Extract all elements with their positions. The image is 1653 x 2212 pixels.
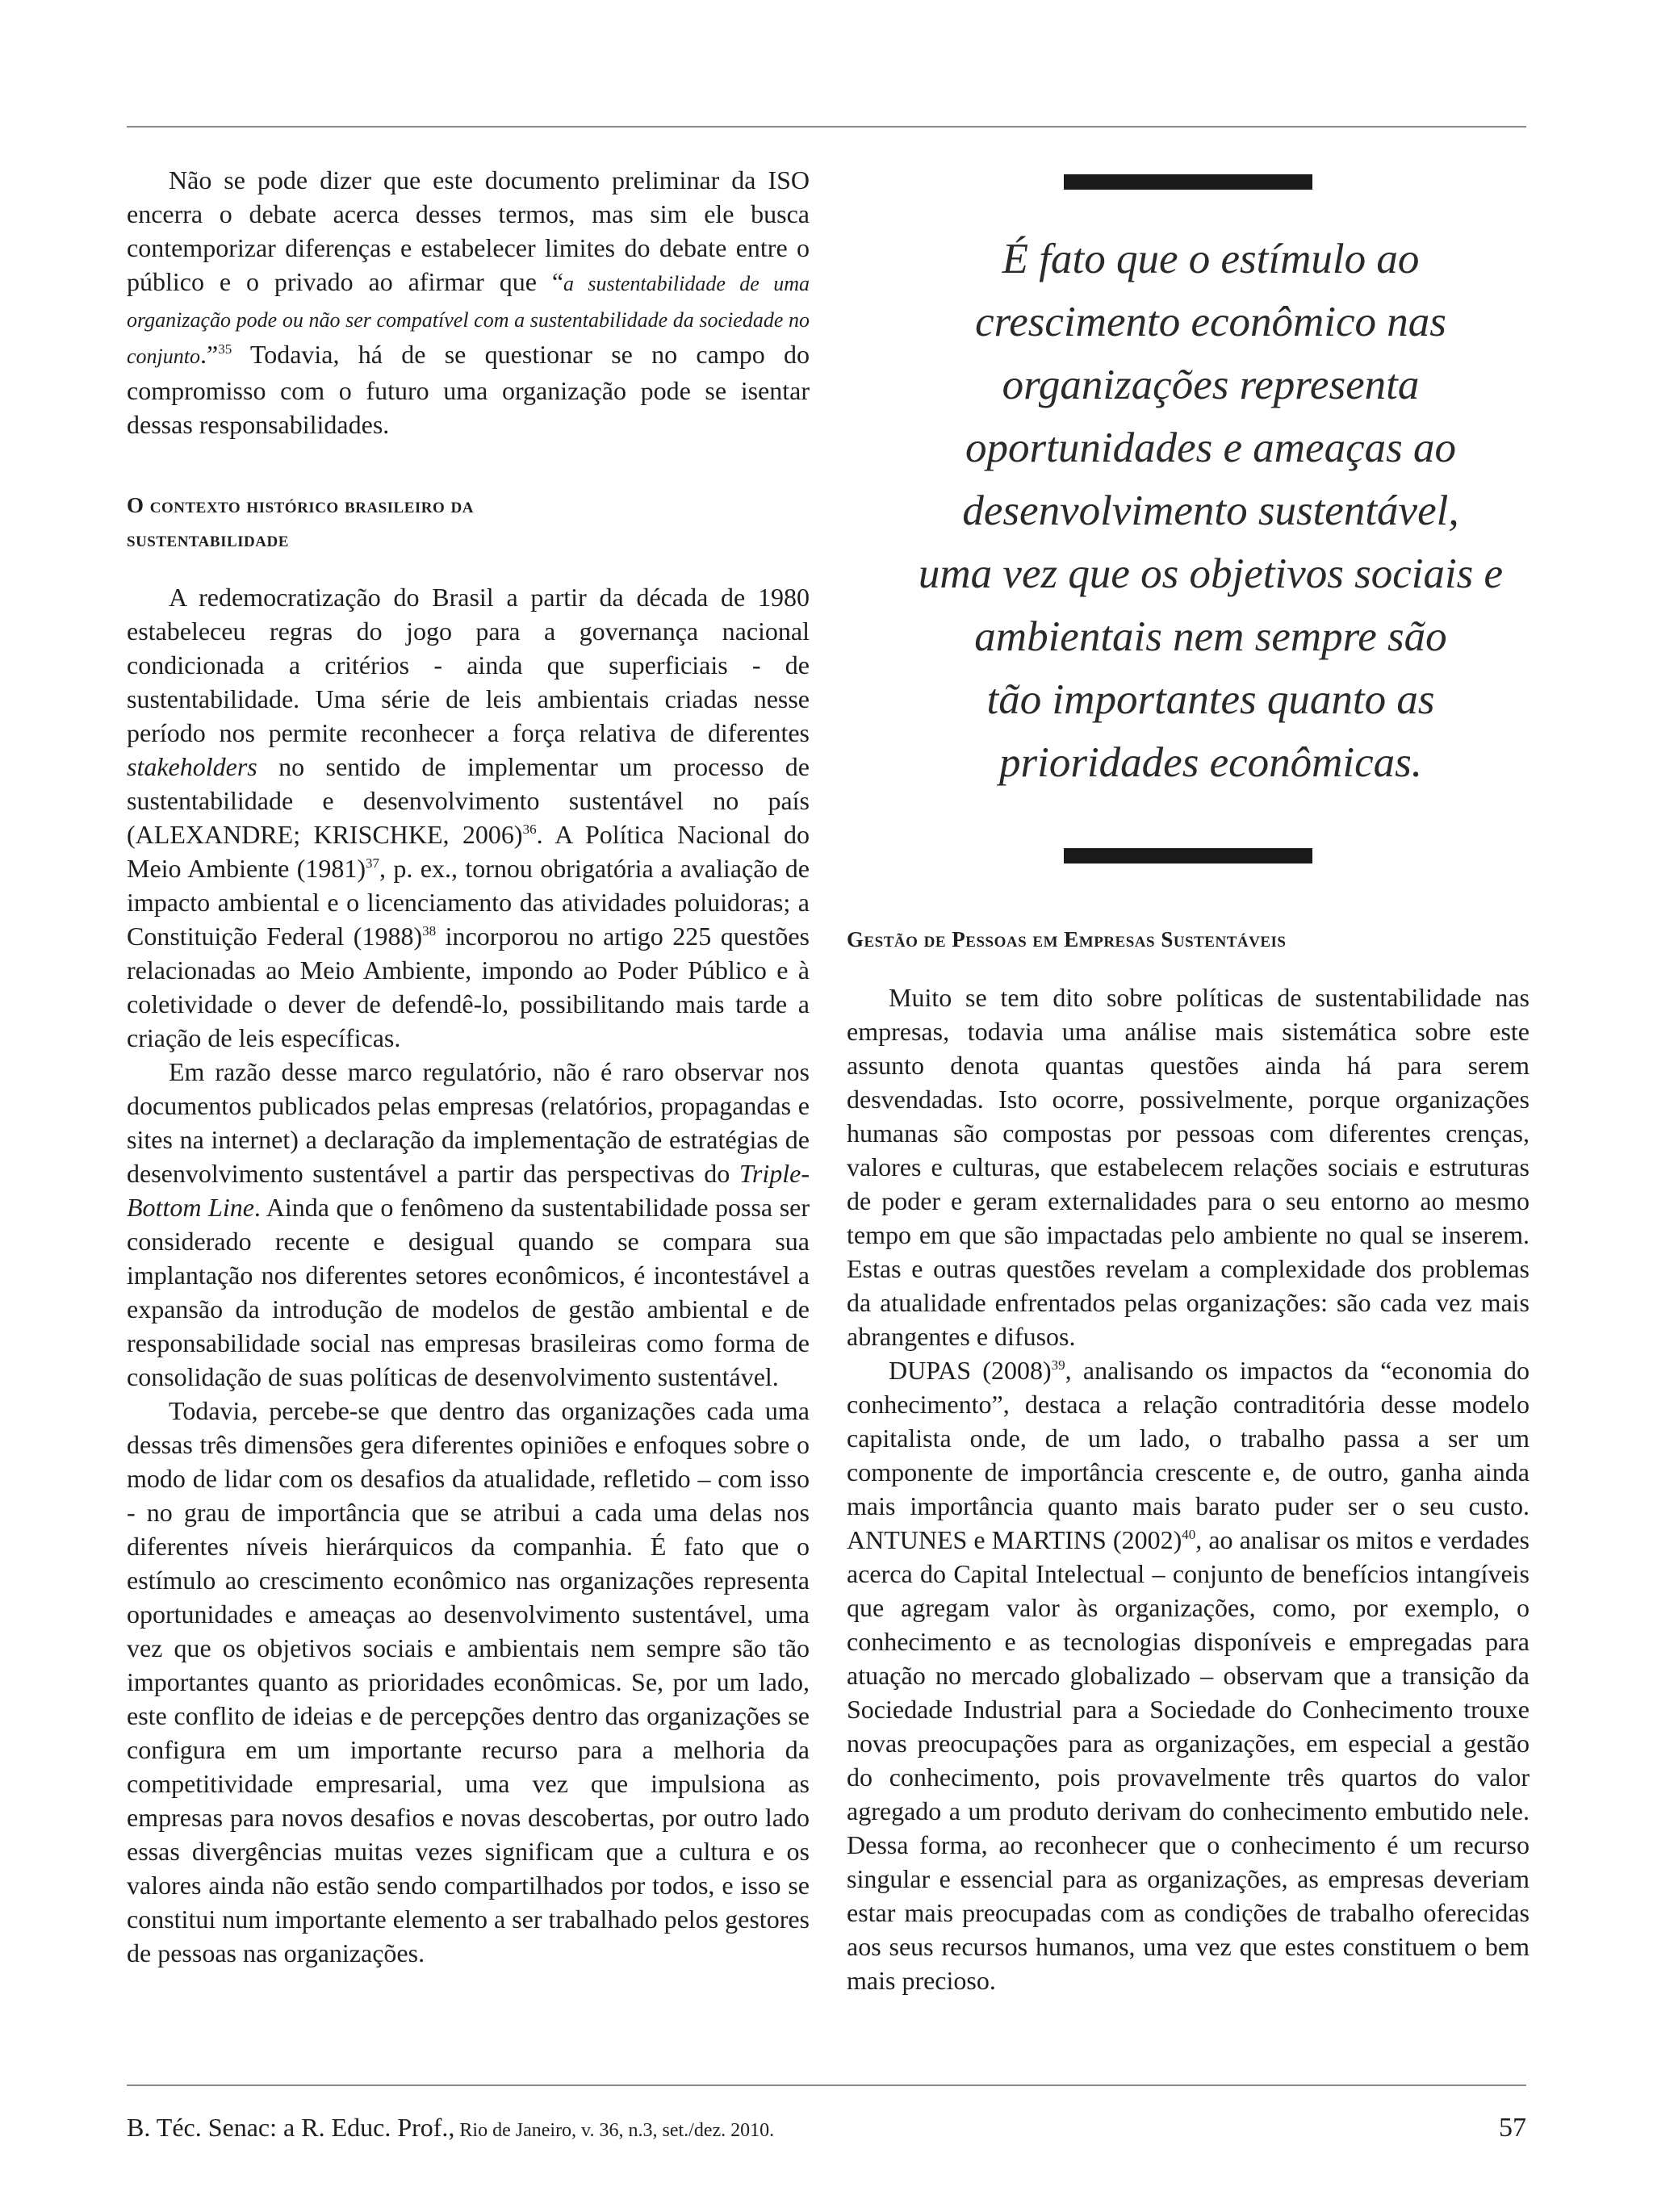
italic-term: stakeholders bbox=[127, 752, 257, 781]
pull-quote-line: organizações representa bbox=[1002, 362, 1420, 408]
paragraph-todavia: Todavia, percebe-se que dentro das organizações cada uma dessas três dimensões gera diferentes opiniões e enfoques sobre o modo de lidar com os desafios da atualidade, refletido – com isso - no grau de importância que se atribui a cada uma delas nos diferentes níveis hierárquicos da companhia. É fato que o estímulo ao crescimento econômico nas organizações representa oportunidades e ameaças ao desenvolvimento sustentável, uma vez que os objetivos sociais e ambientais nem sempre são tão importantes quanto as prioridades econômicas. Se, por um lado, este conflito de ideias e de percepções dentro das organizações se configura em um importante recurso para a melhoria da competitividade empresarial, uma vez que impulsiona as empresas para novos desafios e novas descobertas, por outro lado essas divergências muitas vezes significam que a cultura e os valores ainda não estão sendo compartilhados por todos, e isso se constitui num importante elemento a ser trabalhado pelos gestores de pessoas nas organizações. bbox=[127, 1396, 810, 1967]
paragraph-text: A redemocratização do Brasil a partir da década de 1980 estabeleceu regras do jogo para a governança nacional condicionada a critérios - ainda que superficiais - de sustentabilidade. Uma série de leis ambientais criadas nesse período nos permite reconhecer a força relativa de diferentes bbox=[127, 583, 810, 747]
pull-quote-line: É fato que o estímulo ao bbox=[1002, 236, 1420, 282]
paragraph-text: Em razão desse marco regulatório, não é raro observar nos documentos publicados pelas empresas (relatórios, propagandas e sites na internet) a declaração da implementação de estratégias de desenvolvimento sustentável a partir das perspectivas do bbox=[127, 1057, 810, 1188]
heading-line: sustentabilidade bbox=[127, 527, 289, 551]
paragraph-text: no sentido de implementar um processo de sustentabilidade e desenvolvimento sustentável no país (ALEXANDRE; KRISCHKE, 2006) bbox=[127, 752, 810, 849]
page-number: 57 bbox=[1499, 2113, 1526, 2143]
pull-quote-line: tão importantes quanto as bbox=[986, 676, 1435, 723]
paragraph-dupas bbox=[847, 1353, 1530, 1997]
section-heading-gestao: Gestão de Pessoas em Empresas Sustentáveis bbox=[847, 927, 1287, 951]
footnote-ref-36: 36 bbox=[522, 822, 537, 837]
paragraph-text: Todavia, há de se questionar se no campo do compromisso com o futuro uma organização pode se isentar dessas responsabilidades. bbox=[127, 340, 810, 439]
paragraph-politicas: Muito se tem dito sobre políticas de sustentabilidade nas empresas, todavia uma análise mais sistemática sobre este assunto denota quantas questões ainda há para serem desvendadas. Isto ocorre, possivelmente, porque organizações humanas são compostas por pessoas com diferentes crenças, valores e culturas, que estabelecem relações sociais e estruturas de poder e geram externalidades para o seu entorno ao mesmo tempo em que são impactadas pelo ambiente no qual se inserem. Estas e outras questões revelam a complexidade dos problemas da atualidade enfrentados pelas organizações: são cada vez mais abrangentes e difusos. bbox=[847, 983, 1530, 1351]
paragraph-text: incorporou no artigo 225 questões relacionadas ao Meio Ambiente, impondo ao Poder Público e à coletividade o dever de defendê-lo, possibilitando mais tarde a criação de leis específicas. bbox=[127, 922, 810, 1052]
left-column bbox=[127, 163, 810, 1970]
paragraph-text: . Ainda que o fenômeno da sustentabilidade possa ser considerado recente e desigual quando se compara sua implantação nos diferentes setores econômicos, é incontestável a expansão da introdução de modelos de gestão ambiental e de responsabilidade social nas empresas brasileiras como forma de consolidação de suas políticas de desenvolvimento sustentável. bbox=[127, 1193, 810, 1391]
paragraph-text: DUPAS (2008) bbox=[889, 1356, 1052, 1385]
pull-quote-bar-top bbox=[1064, 174, 1312, 190]
pull-quote-line: oportunidades e ameaças ao bbox=[965, 424, 1456, 471]
paragraph-text: Não se pode dizer que este documento preliminar da ISO encerra o debate acerca desses termos, mas sim ele busca contemporizar diferenças e estabelecer limites do debate entre o público e o privado ao afirmar que “ bbox=[127, 165, 810, 296]
iso-quote: a sustentabilidade de uma organização pode ou não ser compatível com a sustentabilidade da sociedade no conjunto bbox=[127, 272, 810, 368]
heading-line: O contexto histórico brasileiro da bbox=[127, 493, 474, 517]
footer-citation bbox=[127, 2113, 774, 2143]
paragraph-text: , p. ex., tornou obrigatória a avaliação de impacto ambiental e o licenciamento das atividades poluidoras; a Constituição Federal (1988) bbox=[127, 854, 810, 951]
footnote-ref-39: 39 bbox=[1051, 1357, 1065, 1373]
paragraph-iso-debate bbox=[127, 163, 810, 441]
pull-quote-bar-bottom bbox=[1064, 848, 1312, 863]
section-heading-contexto bbox=[127, 488, 810, 556]
paragraph-text: , ao analisar os mitos e verdades acerca do Capital Intelectual – conjunto de benefícios intangíveis que agregam valor às organizações, como, por exemplo, o conhecimento e as tecnologias disponíveis e empregadas para atuação no mercado globalizado – observam que a transição da Sociedade Industrial para a Sociedade do Conhecimento trouxe novas preocupações para as organizações, em especial a gestão do conhecimento, pois provavelmente três quartos do valor agregado a um produto derivam do conhecimento embutido nele. Dessa forma, ao reconhecer que o conhecimento é um recurso singular e essencial para as organizações, as empresas deveriam estar mais preocupadas com as condições de trabalho oferecidas aos seus recursos humanos, uma vez que estes constituem o bem mais precioso. bbox=[847, 1525, 1530, 1995]
quote-close: .” bbox=[200, 340, 219, 369]
pull-quote-line: ambientais nem sempre são bbox=[974, 613, 1447, 660]
footnote-ref-37: 37 bbox=[366, 855, 380, 871]
paragraph-marco-regulatorio bbox=[127, 1055, 810, 1394]
footnote-ref-38: 38 bbox=[422, 923, 437, 939]
bottom-rule bbox=[127, 2084, 1526, 2086]
paragraph-text: . A Política Nacional do Meio Ambiente (1981) bbox=[127, 820, 810, 883]
italic-term: Triple-Bottom Line bbox=[127, 1159, 810, 1222]
top-rule bbox=[127, 126, 1526, 128]
footnote-ref-40: 40 bbox=[1182, 1527, 1196, 1542]
footnote-ref-35: 35 bbox=[218, 341, 232, 357]
journal-issue: Rio de Janeiro, v. 36, n.3, set./dez. 2010. bbox=[454, 2120, 775, 2141]
journal-name: B. Téc. Senac: a R. Educ. Prof., bbox=[127, 2113, 455, 2142]
pull-quote-line: uma vez que os objetivos sociais e bbox=[918, 550, 1504, 597]
right-column bbox=[847, 922, 1530, 1997]
pull-quote-line: crescimento econômico nas bbox=[975, 299, 1446, 345]
pull-quote bbox=[864, 228, 1558, 794]
paragraph-text: , analisando os impactos da “economia do conhecimento”, destaca a relação contraditória desse modelo capitalista onde, de um lado, o trabalho passa a ser um componente de importância crescente e, de outro, ganha ainda mais importância quanto mais barato puder ser o seu custo. ANTUNES e MARTINS (2002) bbox=[847, 1356, 1530, 1554]
paragraph-redemocratizacao bbox=[127, 580, 810, 1055]
pull-quote-line: prioridades econômicas. bbox=[998, 739, 1423, 786]
pull-quote-line: desenvolvimento sustentável, bbox=[962, 487, 1459, 534]
